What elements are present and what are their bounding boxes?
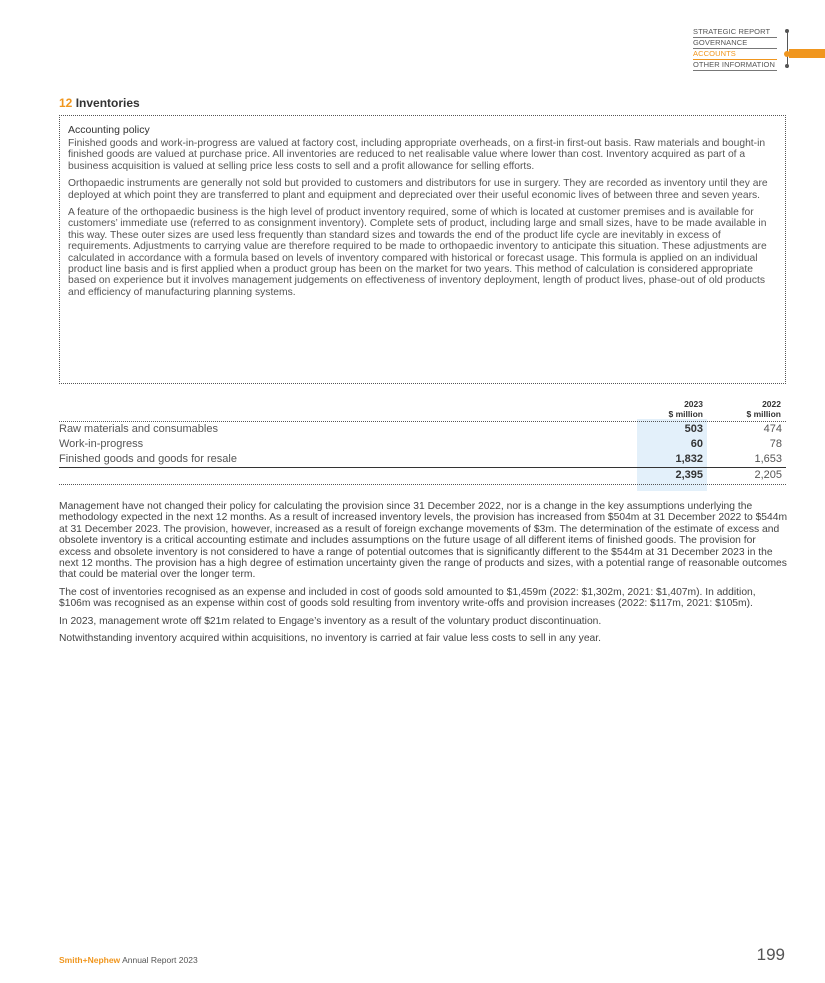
row-label: Finished goods and goods for resale: [59, 453, 237, 465]
nav-active-tab-marker: [789, 49, 825, 58]
table-total-row: [59, 468, 786, 485]
column-header-2023: [633, 399, 703, 419]
nav-active-dot-icon: [784, 51, 790, 57]
column-year: 2023: [684, 399, 703, 409]
body-paragraph: Management have not changed their policy for calculating the provision since 31 December 2022, nor is a change in the key assumptions underlying the methodology expected in the next 12 months. As a result of increased inventory levels, the provision has increased from $504m at 31 December 2022 to $544m at 31 December 2023. The provision, however, increased as a result of foreign exchange movements of $3m. The determination of the estimate of excess and obsolete inventory is a critical accounting estimate and includes assumptions on the future usage of all different items of finished goods. The provision for excess and obsolete inventory is not considered to have a range of potential outcomes that is significantly different to the $544m at 31 December 2023 in the next 12 months. The provision has a high degree of estimation uncertainty given the range of products and sizes, with a potential range of reasonable outcomes that could be material over the longer term.: [59, 501, 788, 581]
page-number: 199: [756, 945, 785, 964]
value-2022: 1,653: [754, 453, 782, 465]
policy-paragraph: Orthopaedic instruments are generally not sold but provided to customers and distributors for use in surgery. They are recorded as inventory until they are deployed at which point they are transferred to plant and equipment and depreciated over their useful economic lives of between three and seven years.: [68, 178, 768, 201]
table-row: [59, 452, 786, 468]
nav-dot-icon: [785, 64, 789, 68]
body-text: [59, 501, 789, 650]
section-title: Inventories: [75, 96, 140, 110]
footer: [59, 955, 198, 965]
total-2022: 2,205: [754, 469, 782, 481]
section-heading: [59, 96, 140, 110]
row-label: Raw materials and consumables: [59, 423, 218, 435]
section-number: 12: [59, 96, 73, 110]
brand-name: Smith+Nephew: [59, 955, 121, 965]
accounting-policy-box: [59, 115, 786, 384]
column-unit: $ million: [746, 409, 781, 419]
total-2023: 2,395: [675, 469, 703, 481]
table-header: [59, 395, 786, 422]
body-paragraph: In 2023, management wrote off $21m related to Engage’s inventory as a result of the voluntary product discontinuation.: [59, 615, 602, 627]
nav-dot-icon: [785, 29, 789, 33]
nav-timeline: [787, 30, 788, 68]
section-nav: [693, 27, 825, 71]
nav-item-other-information[interactable]: OTHER INFORMATION: [693, 60, 777, 71]
table-row: [59, 437, 786, 452]
policy-title: Accounting policy: [68, 124, 150, 136]
nav-item-strategic-report[interactable]: STRATEGIC REPORT: [693, 27, 777, 38]
value-2023: 503: [684, 423, 703, 435]
row-label: Work-in-progress: [59, 438, 144, 450]
value-2023: 60: [690, 438, 703, 450]
nav-item-governance[interactable]: GOVERNANCE: [693, 38, 777, 49]
column-header-2022: [711, 399, 781, 419]
table-row: [59, 422, 786, 437]
policy-paragraph: A feature of the orthopaedic business is the high level of product inventory required, some of which is located at customer premises and is available for customers’ immediate use (referred to as consignment inventory). Complete sets of product, including large and small sizes, have to be made available in this way. These outer sizes are used less frequently than standard sizes and towards the end of the product life cycle are inevitably in excess of requirements. Adjustments to carrying value are therefore required to be made to orthopaedic inventory to anticipate this situation. These adjustments are calculated in accordance with a formula based on levels of inventory compared with historical or forecast usage. This formula is applied on an individual product line basis and is first applied when a product group has been on the market for two years. This method of calculation is considered appropriate based on experience but it involves management judgements on effectiveness of inventory deployment, length of product lives, phase-out of old products and efficiency of manufacturing planning systems.: [68, 207, 767, 298]
nav-item-accounts[interactable]: ACCOUNTS: [693, 49, 777, 60]
value-2022: 474: [763, 423, 782, 435]
body-paragraph: Notwithstanding inventory acquired within acquisitions, no inventory is carried at fair value less costs to sell in any year.: [59, 633, 601, 645]
column-year: 2022: [762, 399, 781, 409]
report-name: Annual Report 2023: [120, 955, 198, 965]
value-2022: 78: [769, 438, 782, 450]
value-2023: 1,832: [675, 453, 703, 465]
column-unit: $ million: [668, 409, 703, 419]
inventories-table: [59, 395, 786, 485]
body-paragraph: The cost of inventories recognised as an expense and included in cost of goods sold amounted to $1,459m (2022: $1,302m, 2021: $1,407m). In addition, $106m was recognised as an expense within cost of goods sold resulting from inventory write-offs and provision increases (2022: $117m, 2021: $105m).: [59, 586, 756, 610]
policy-paragraph: Finished goods and work-in-progress are valued at factory cost, including appropriate overheads, on a first-in first-out basis. Raw materials and bought-in finished goods are valued at purchase price. All inventories are reduced to net realisable value where lower than cost. Inventory acquired as part of a business acquisition is valued at selling price less costs to sell and a profit allowance for selling efforts.: [68, 138, 766, 172]
